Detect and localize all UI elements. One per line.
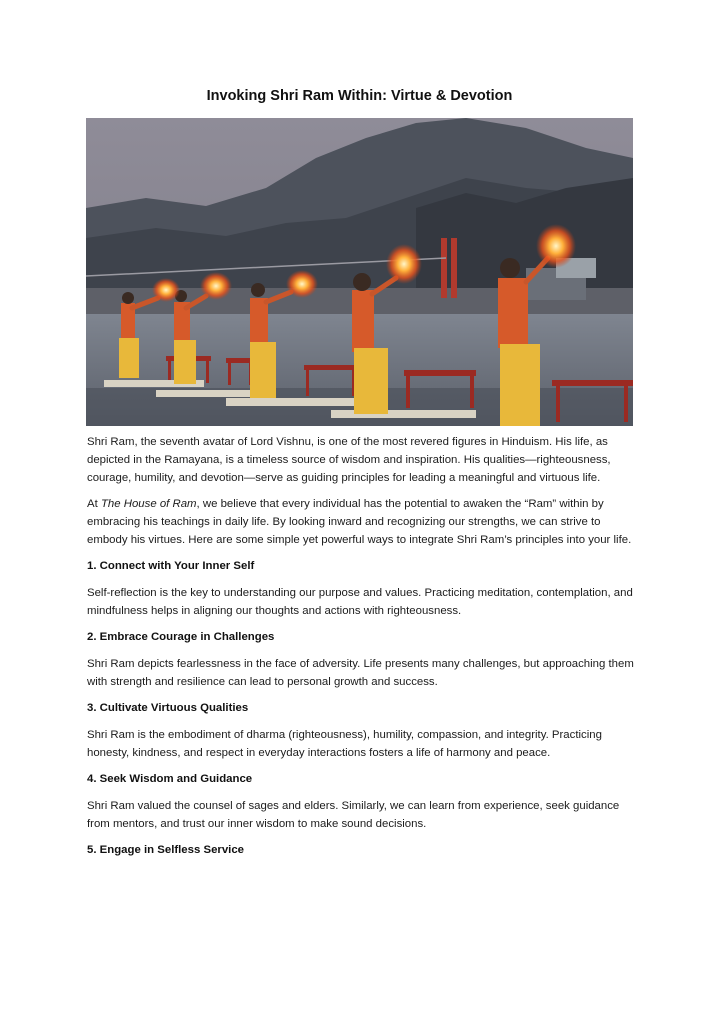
section-heading: 2. Embrace Courage in Challenges [87, 631, 275, 643]
intro-paragraph: Shri Ram, the seventh avatar of Lord Vishnu, is one of the most revered figures in Hinduism. His life, as depicted in the Ramayana, is a timeless source of wisdom and inspiration. His qualities—righteousness, courage, humility, and devotion—serve as guiding principles for leading a meaningful and virtuous life. [87, 436, 611, 484]
aarti-photo [86, 118, 633, 426]
section-heading: 5. Engage in Selfless Service [87, 844, 245, 856]
section-body: Shri Ram depicts fearlessness in the face of adversity. Life presents many challenges, but approaching them with strength and resilience can lead to personal growth and success. [87, 658, 634, 688]
section-heading: 1. Connect with Your Inner Self [87, 560, 255, 572]
house-of-ram-emphasis: The House of Ram [100, 498, 197, 510]
article-body [87, 433, 635, 868]
para-prefix: At [87, 498, 101, 510]
section-body: Self-reflection is the key to understanding our purpose and values. Practicing meditation, contemplation, and mindfulness helps in aligning our thoughts and actions with righteousness. [87, 587, 633, 617]
section-body: Shri Ram is the embodiment of dharma (righteousness), humility, compassion, and integrity. Practicing honesty, kindness, and respect in everyday interactions fosters a life of harmony and peace. [87, 729, 602, 759]
section-heading: 3. Cultivate Virtuous Qualities [87, 702, 249, 714]
para-suffix: , we believe that every individual has the potential to awaken the “Ram” within by embracing his teachings in daily life. By looking inward and recognizing our strengths, we can strive to embody his virtues. Here are some simple yet powerful ways to integrate Shri Ram’s principles into your life. [87, 498, 632, 546]
page-title: Invoking Shri Ram Within: Virtue & Devotion [206, 88, 513, 104]
section-body: Shri Ram valued the counsel of sages and elders. Similarly, we can learn from experience, seek guidance from mentors, and trust our inner wisdom to make sound decisions. [87, 800, 620, 830]
section-heading: 4. Seek Wisdom and Guidance [87, 773, 253, 785]
house-of-ram-paragraph [87, 495, 635, 549]
